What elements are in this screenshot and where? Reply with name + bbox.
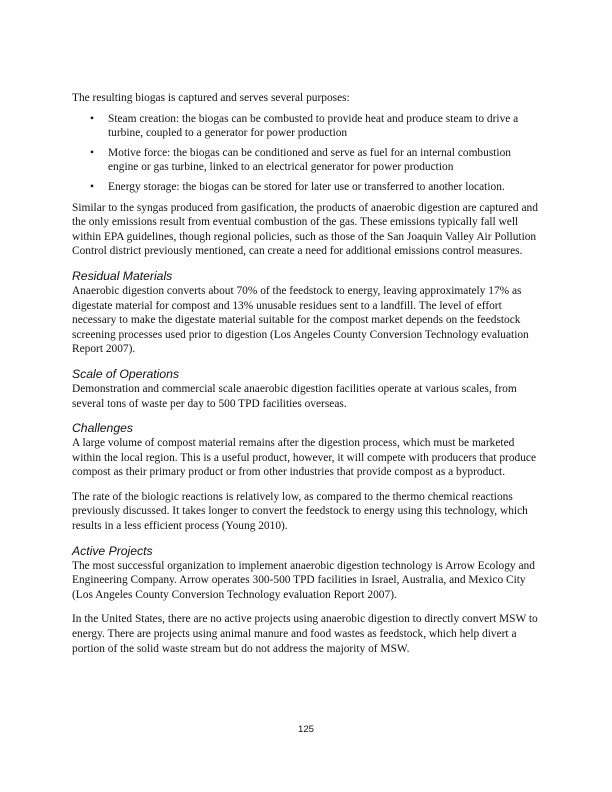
list-item xyxy=(72,112,542,141)
intro-paragraph: The resulting biogas is captured and serves several purposes: xyxy=(72,92,350,104)
challenges-paragraph-2: The rate of the biologic reactions is relatively low, as compared to the thermo chemical reactions previously discussed. It takes longer to convert the feedstock to energy using this technology, which results in a less efficient process (Young 2010). xyxy=(72,490,528,533)
section-heading-challenges: Challenges xyxy=(72,421,133,436)
challenges-paragraph-1: A large volume of compost material remains after the digestion process, which must be marketed within the local region. This is a useful product, however, it will compete with producers that produce compost as their primary product or from other industries that provide compost as a byproduct. xyxy=(72,437,537,479)
active-projects-paragraph-1: The most successful organization to implement anaerobic digestion technology is Arrow Ecology and Engineering Company. Arrow operates 300-500 TPD facilities in Israel, Australia, and Mexico City (Los Angeles County Conversion Technology evaluation Report 2007). xyxy=(72,559,535,601)
document-body xyxy=(72,91,542,666)
list-item xyxy=(72,146,542,175)
syngas-paragraph: Similar to the syngas produced from gasification, the products of anaerobic digestion are captured and the only emissions result from eventual combustion of the gas. These emissions typically fall well within EPA guidelines, though regional policies, such as those of the San Joaquin Valley Air Pollution Control district previously mentioned, can create a need for additional emissions control measures. xyxy=(72,201,538,258)
purposes-list xyxy=(72,112,542,195)
bullet-icon: • xyxy=(90,112,94,125)
list-item-text: Steam creation: the biogas can be combusted to provide heat and produce steam to drive a turbine, coupled to a generator for power production xyxy=(108,112,519,140)
list-item-text: Motive force: the biogas can be conditioned and serve as fuel for an internal combustion engine or gas turbine, linked to an electrical generator for power production xyxy=(108,146,511,174)
bullet-icon: • xyxy=(90,180,94,193)
list-item-text: Energy storage: the biogas can be stored for later use or transferred to another location. xyxy=(108,180,505,193)
bullet-icon: • xyxy=(90,146,94,159)
page-number: 125 xyxy=(297,724,314,735)
residual-materials-paragraph: Anaerobic digestion converts about 70% of the feedstock to energy, leaving approximately 17% as digestate material for compost and 13% unusable residues sent to a landfill. The level of effort necessary to make the digestate material suitable for the compost market depends on the feedstock screening processes used prior to digestion (Los Angeles County Conversion Technology evaluation Report 2007). xyxy=(72,284,529,356)
section-heading-scale-of-operations: Scale of Operations xyxy=(72,366,180,381)
active-projects-paragraph-2: In the United States, there are no active projects using anaerobic digestion to directly convert MSW to energy. There are projects using animal manure and food wastes as feedstock, which help divert a portion of the solid waste stream but do not address the majority of MSW. xyxy=(72,613,538,655)
list-item xyxy=(72,180,542,195)
section-heading-residual-materials: Residual Materials xyxy=(72,268,173,283)
scale-of-operations-paragraph: Demonstration and commercial scale anaerobic digestion facilities operate at various scales, from several tons of waste per day to 500 TPD facilities overseas. xyxy=(72,382,517,410)
section-heading-active-projects: Active Projects xyxy=(72,543,153,558)
